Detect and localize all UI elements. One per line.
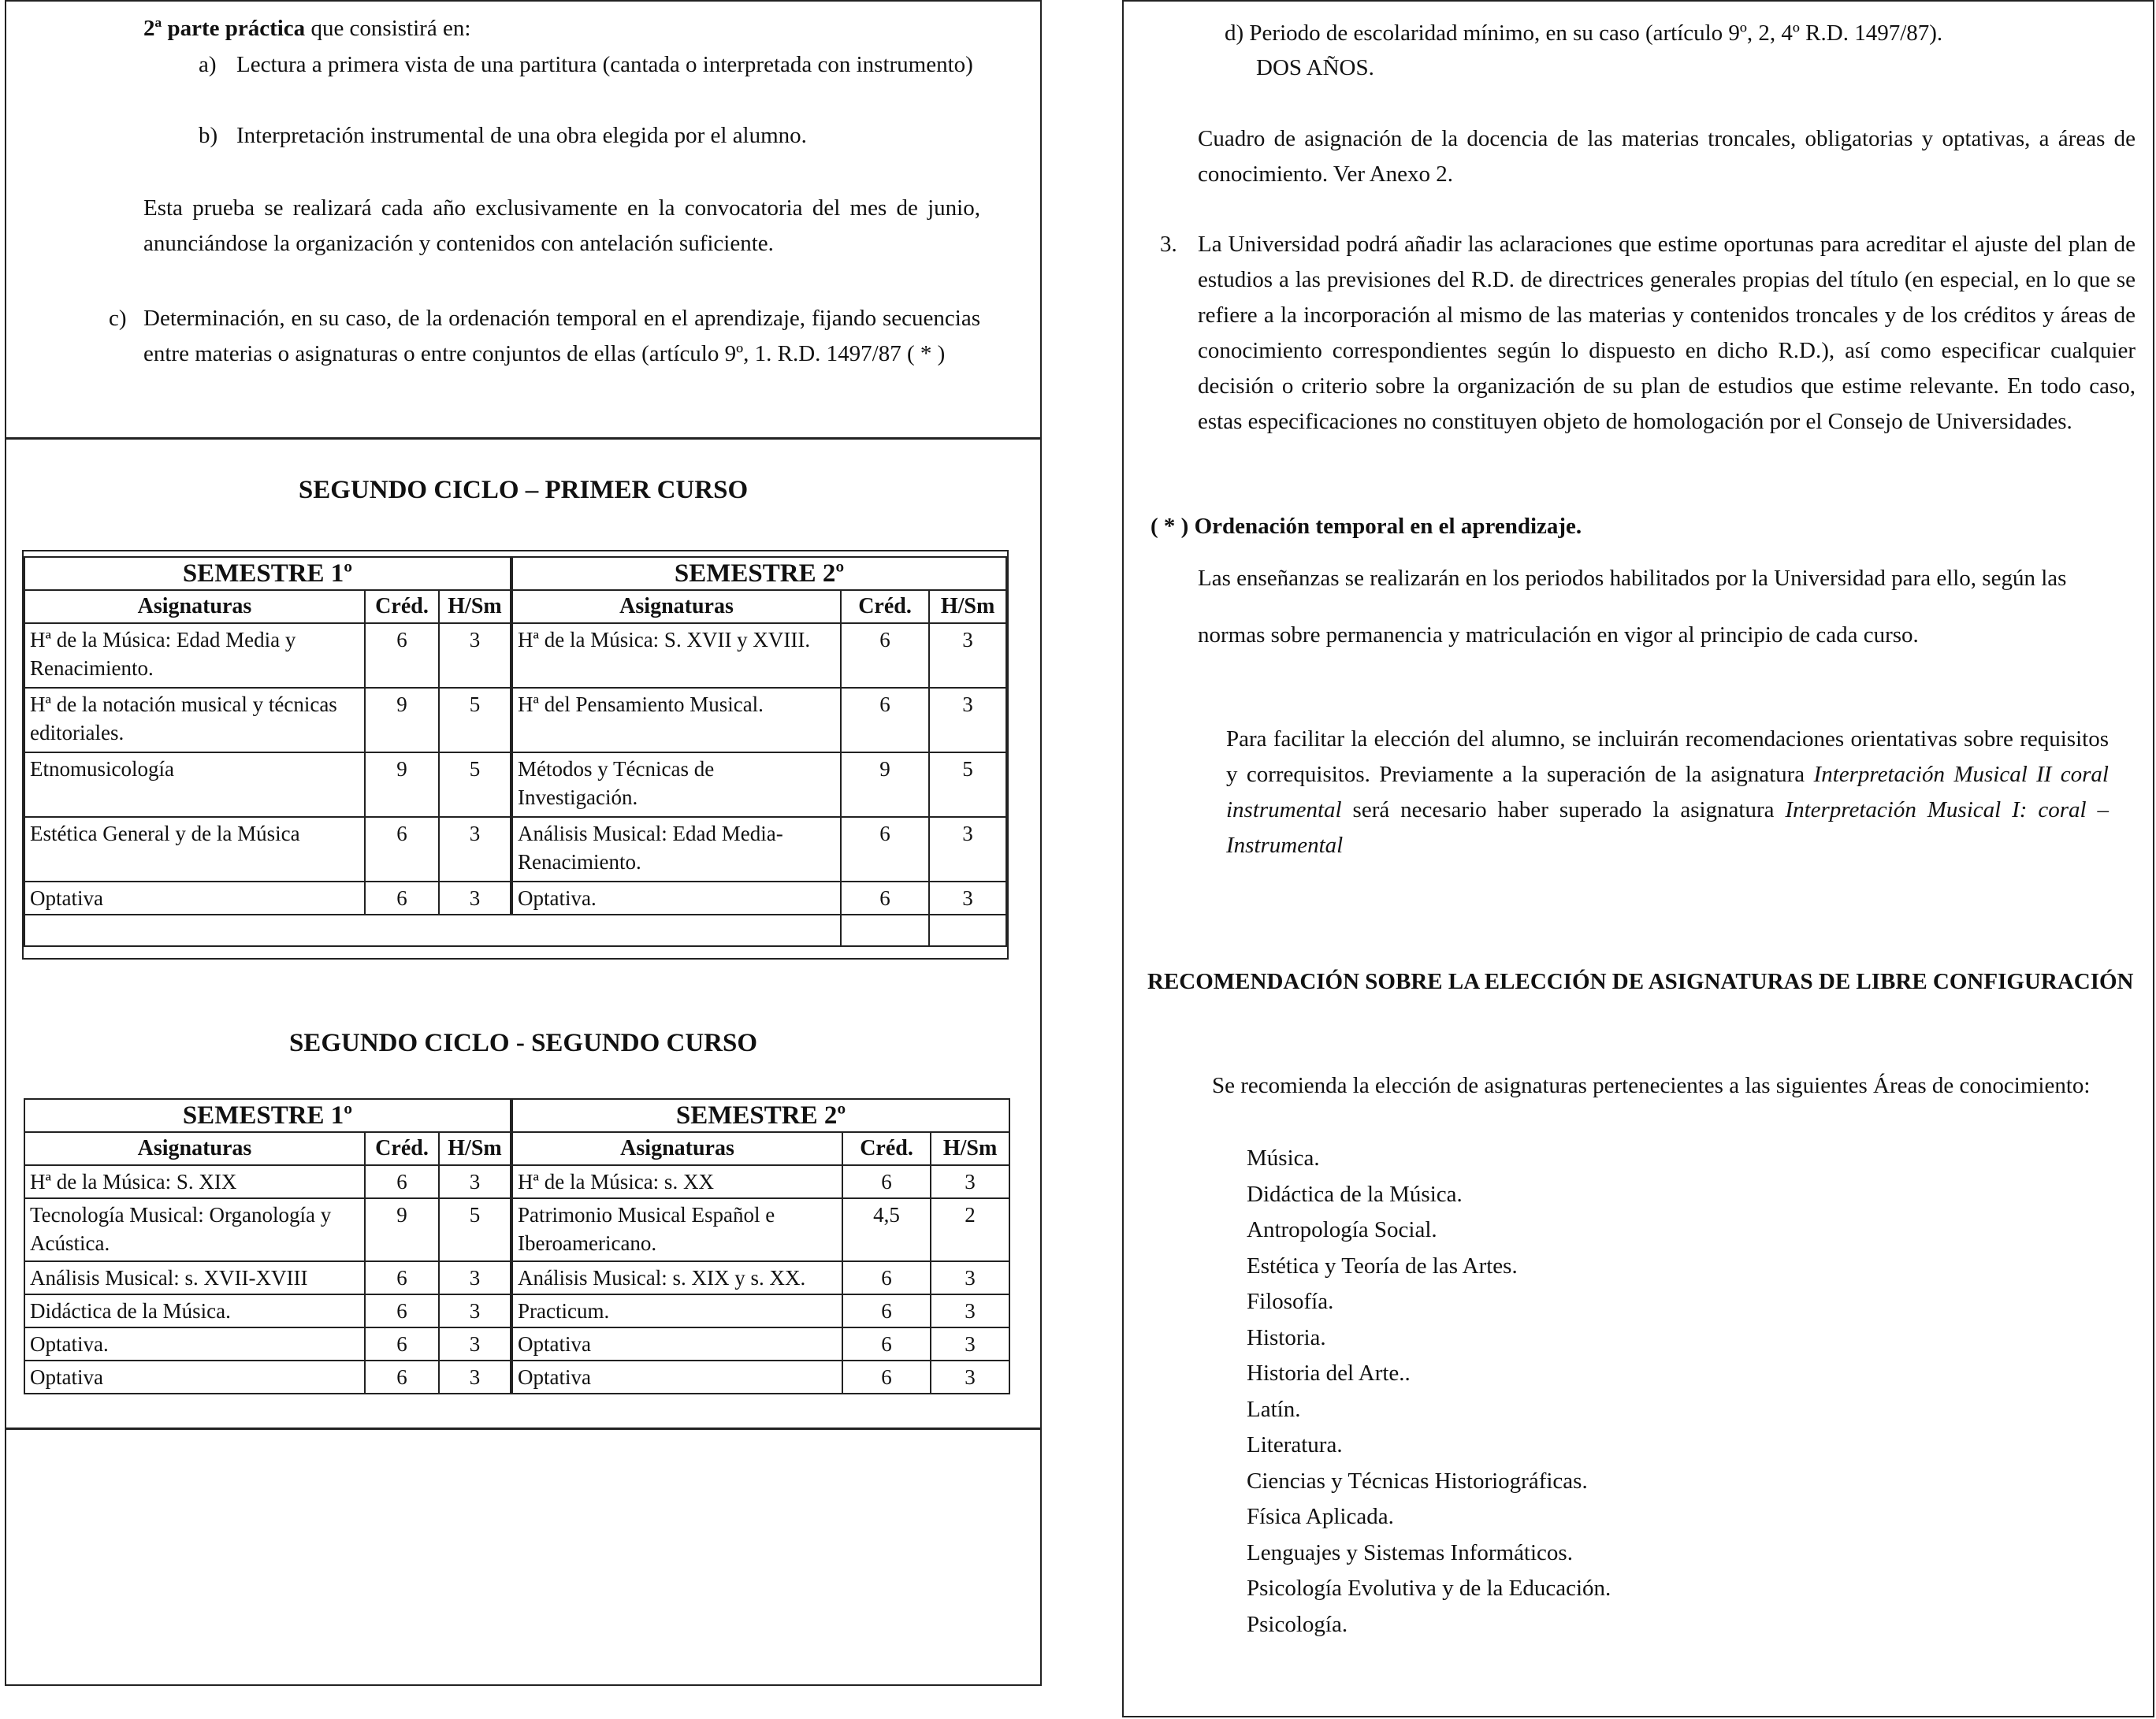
table-row bbox=[24, 1327, 1009, 1361]
table1-r4-cred1: 6 bbox=[365, 817, 439, 882]
table2-r2-subject2: Patrimonio Musical Español e Iberoamericano. bbox=[511, 1198, 842, 1261]
table2-title: SEGUNDO CICLO - SEGUNDO CURSO bbox=[288, 1029, 758, 1057]
table2-semester2: SEMESTRE 2º bbox=[511, 1099, 1009, 1132]
table2-r6-subject2: Optativa bbox=[511, 1361, 842, 1394]
practica-item-b-text: Interpretación instrumental de una obra elegida por el alumno. bbox=[236, 123, 807, 148]
item-c-text: Determinación, en su caso, de la ordenación temporal en el aprendizaje, fijando secuencias entre materias o asignaturas o entre conjuntos de ellas (artículo 9º, 1. R.D. 1497/87 ( * ) bbox=[143, 306, 980, 366]
table1-r3-hsm1: 5 bbox=[439, 752, 511, 817]
table2-r1-cred1: 6 bbox=[365, 1165, 439, 1198]
table2-r5-hsm1: 3 bbox=[439, 1327, 511, 1361]
table2-r3-hsm2: 3 bbox=[931, 1261, 1009, 1294]
item-3-marker: 3. bbox=[1160, 232, 1177, 257]
table2-r4-subject1: Didáctica de la Música. bbox=[24, 1294, 365, 1327]
table2-r1-subject1: Hª de la Música: S. XIX bbox=[24, 1165, 365, 1198]
list-item: Ciencias y Técnicas Historiográficas. bbox=[1247, 1468, 1588, 1494]
table1-r4-cred2: 6 bbox=[841, 817, 929, 882]
libre-configuracion-heading: RECOMENDACIÓN SOBRE LA ELECCIÓN DE ASIGNATURAS DE LIBRE CONFIGURACIÓN bbox=[1147, 969, 2134, 994]
practica-item-a-text: Lectura a primera vista de una partitura (cantada o interpretada con instrumento) bbox=[236, 52, 973, 77]
table2-r3-cred1: 6 bbox=[365, 1261, 439, 1294]
table1-r1-cred2: 6 bbox=[841, 623, 929, 688]
practica-item-b-marker: b) bbox=[199, 123, 218, 148]
prueba-paragraph: Esta prueba se realizará cada año exclusivamente en la convocatoria del mes de junio, anunciándose la organización y contenidos con antelación suficiente. bbox=[143, 195, 980, 256]
table1-col-cred: Créd. bbox=[365, 590, 439, 623]
list-item: Psicología Evolutiva y de la Educación. bbox=[1247, 1576, 1611, 1601]
table-row bbox=[24, 817, 1006, 882]
list-item: Física Aplicada. bbox=[1247, 1504, 1394, 1529]
item-d-text: d) Periodo de escolaridad mínimo, en su caso (artículo 9º, 2, 4º R.D. 1497/87). bbox=[1225, 20, 1943, 46]
table2-r5-subject2: Optativa bbox=[511, 1327, 842, 1361]
practica-item-a-marker: a) bbox=[199, 52, 217, 77]
table1-r3-subject2: Métodos y Técnicas de Investigación. bbox=[511, 752, 841, 817]
table2-col-hsm-2: H/Sm bbox=[931, 1132, 1009, 1165]
list-item: Historia del Arte.. bbox=[1247, 1361, 1411, 1386]
table1-r6-hsm2 bbox=[929, 915, 1006, 946]
table2-col-subject-2: Asignaturas bbox=[511, 1132, 842, 1165]
item-d-value: DOS AÑOS. bbox=[1256, 55, 1374, 80]
table1-col-subject-2: Asignaturas bbox=[511, 590, 841, 623]
table1-semester1: SEMESTRE 1º bbox=[24, 557, 511, 590]
table2-col-hsm: H/Sm bbox=[439, 1132, 511, 1165]
section-divider bbox=[6, 437, 1040, 440]
left-page bbox=[5, 0, 1042, 1686]
table1-r1-cred1: 6 bbox=[365, 623, 439, 688]
table2-col-subject: Asignaturas bbox=[24, 1132, 365, 1165]
recomendacion-paragraph: Para facilitar la elección del alumno, se incluirán recomendaciones orientativas sobre requisitos y correquisitos. Previamente a la superación de la asignatura Interpretación Musical II coral instrumental será necesario haber superado la asignatura Interpretación Musical I: coral – Instrumental bbox=[1226, 726, 2109, 858]
table1-r5-hsm1: 3 bbox=[439, 882, 511, 915]
table1-r1-hsm2: 3 bbox=[929, 623, 1006, 688]
list-item: Estética y Teoría de las Artes. bbox=[1247, 1253, 1518, 1279]
list-item: Literatura. bbox=[1247, 1432, 1343, 1457]
table1-r6-empty bbox=[24, 915, 841, 946]
table2-r3-cred2: 6 bbox=[842, 1261, 931, 1294]
table-row bbox=[24, 1294, 1009, 1327]
table1-r5-hsm2: 3 bbox=[929, 882, 1006, 915]
table2-col-cred: Créd. bbox=[365, 1132, 439, 1165]
table1-title: SEGUNDO CICLO – PRIMER CURSO bbox=[298, 476, 749, 504]
table2-r1-cred2: 6 bbox=[842, 1165, 931, 1198]
table-row bbox=[24, 1261, 1009, 1294]
table1-r3-cred2: 9 bbox=[841, 752, 929, 817]
table1-r1-subject1: Hª de la Música: Edad Media y Renacimiento. bbox=[24, 623, 365, 688]
list-item: Latín. bbox=[1247, 1396, 1301, 1422]
areas-intro: Se recomienda la elección de asignaturas pertenecientes a las siguientes Áreas de conocimiento: bbox=[1212, 1073, 2091, 1098]
table2-r4-cred2: 6 bbox=[842, 1294, 931, 1327]
table1-r4-hsm2: 3 bbox=[929, 817, 1006, 882]
table1-r2-hsm1: 5 bbox=[439, 688, 511, 752]
ordenacion-heading: ( * ) Ordenación temporal en el aprendizaje. bbox=[1150, 514, 1582, 539]
table1-r5-subject2: Optativa. bbox=[511, 882, 841, 915]
table2-r4-hsm2: 3 bbox=[931, 1294, 1009, 1327]
list-item: Psicología. bbox=[1247, 1611, 1348, 1637]
table-row bbox=[24, 1165, 1009, 1198]
table1-r2-cred1: 9 bbox=[365, 688, 439, 752]
table1-col-hsm-2: H/Sm bbox=[929, 590, 1006, 623]
table1-r3-subject1: Etnomusicología bbox=[24, 752, 365, 817]
table-row bbox=[24, 1198, 1009, 1261]
table1-col-hsm: H/Sm bbox=[439, 590, 511, 623]
table2 bbox=[24, 1098, 1010, 1394]
table2-r5-subject1: Optativa. bbox=[24, 1327, 365, 1361]
table1-r4-subject1: Estética General y de la Música bbox=[24, 817, 365, 882]
table1-semester2: SEMESTRE 2º bbox=[511, 557, 1006, 590]
table2-r2-hsm2: 2 bbox=[931, 1198, 1009, 1261]
table1-r4-subject2: Análisis Musical: Edad Media-Renacimiento. bbox=[511, 817, 841, 882]
table1 bbox=[24, 556, 1007, 947]
ordenacion-line-1: Las enseñanzas se realizarán en los periodos habilitados por la Universidad para ello, según las bbox=[1198, 566, 2067, 591]
list-item: Lenguajes y Sistemas Informáticos. bbox=[1247, 1539, 1573, 1565]
table2-r5-cred2: 6 bbox=[842, 1327, 931, 1361]
table1-r2-subject2: Hª del Pensamiento Musical. bbox=[511, 688, 841, 752]
table1-r5-subject1: Optativa bbox=[24, 882, 365, 915]
table2-r3-hsm1: 3 bbox=[439, 1261, 511, 1294]
table1-r6-cred2 bbox=[841, 915, 929, 946]
table2-r1-subject2: Hª de la Música: s. XX bbox=[511, 1165, 842, 1198]
table2-r6-cred2: 6 bbox=[842, 1361, 931, 1394]
table2-r5-hsm2: 3 bbox=[931, 1327, 1009, 1361]
table2-r1-hsm2: 3 bbox=[931, 1165, 1009, 1198]
table2-col-cred-2: Créd. bbox=[842, 1132, 931, 1165]
table2-r6-hsm2: 3 bbox=[931, 1361, 1009, 1394]
item-3-paragraph: La Universidad podrá añadir las aclaraciones que estime oportunas para acreditar el ajuste del plan de estudios a las previsiones del R.D. de directrices generales propias del título (en especial, en lo que se refiere a la incorporación al mismo de las materias y contenidos troncales y de los créditos y áreas de conocimiento correspondientes según lo dispuesto en dicho R.D.), así como especificar cualquier decisión o criterio sobre la organización de su plan de estudios que estime relevante. En todo caso, estas especificaciones no constituyen objeto de homologación por el Consejo de Universidades. bbox=[1198, 232, 2136, 434]
table2-r4-subject2: Practicum. bbox=[511, 1294, 842, 1327]
table-row bbox=[24, 915, 1006, 946]
list-item: Antropología Social. bbox=[1247, 1217, 1437, 1242]
table2-r3-subject1: Análisis Musical: s. XVII-XVIII bbox=[24, 1261, 365, 1294]
item-c-marker: c) bbox=[109, 306, 127, 331]
table2-r2-subject1: Tecnología Musical: Organología y Acústica. bbox=[24, 1198, 365, 1261]
practica-heading: 2ª parte práctica que consistirá en: bbox=[143, 16, 471, 41]
table1-r2-cred2: 6 bbox=[841, 688, 929, 752]
table2-r5-cred1: 6 bbox=[365, 1327, 439, 1361]
table2-r4-cred1: 6 bbox=[365, 1294, 439, 1327]
table1-r4-hsm1: 3 bbox=[439, 817, 511, 882]
table2-r2-cred2: 4,5 bbox=[842, 1198, 931, 1261]
table2-r1-hsm1: 3 bbox=[439, 1165, 511, 1198]
table2-r6-cred1: 6 bbox=[365, 1361, 439, 1394]
list-item: Historia. bbox=[1247, 1324, 1326, 1350]
table1-r5-cred2: 6 bbox=[841, 882, 929, 915]
table2-r3-subject2: Análisis Musical: s. XIX y s. XX. bbox=[511, 1261, 842, 1294]
table2-r2-hsm1: 5 bbox=[439, 1198, 511, 1261]
table1-r2-hsm2: 3 bbox=[929, 688, 1006, 752]
bottom-divider bbox=[6, 1428, 1040, 1430]
table2-r4-hsm1: 3 bbox=[439, 1294, 511, 1327]
table1-r1-hsm1: 3 bbox=[439, 623, 511, 688]
table-row bbox=[24, 1361, 1009, 1394]
table1-r3-hsm2: 5 bbox=[929, 752, 1006, 817]
table-row bbox=[24, 752, 1006, 817]
list-item: Didáctica de la Música. bbox=[1247, 1181, 1463, 1207]
table1-col-cred-2: Créd. bbox=[841, 590, 929, 623]
table2-semester1: SEMESTRE 1º bbox=[24, 1099, 511, 1132]
ordenacion-line-2: normas sobre permanencia y matriculación en vigor al principio de cada curso. bbox=[1198, 622, 1919, 648]
table2-r6-subject1: Optativa bbox=[24, 1361, 365, 1394]
table-row bbox=[24, 882, 1006, 915]
table1-r3-cred1: 9 bbox=[365, 752, 439, 817]
table1-r2-subject1: Hª de la notación musical y técnicas editoriales. bbox=[24, 688, 365, 752]
table-row bbox=[24, 623, 1006, 688]
table2-r6-hsm1: 3 bbox=[439, 1361, 511, 1394]
right-page bbox=[1122, 0, 2154, 1717]
table-row bbox=[24, 688, 1006, 752]
table2-r2-cred1: 9 bbox=[365, 1198, 439, 1261]
list-item: Filosofía. bbox=[1247, 1289, 1334, 1314]
areas-list bbox=[1247, 1141, 1611, 1643]
cuadro-paragraph: Cuadro de asignación de la docencia de las materias troncales, obligatorias y optativas, a áreas de conocimiento. Ver Anexo 2. bbox=[1198, 126, 2136, 187]
list-item: Música. bbox=[1247, 1145, 1320, 1171]
table1-r5-cred1: 6 bbox=[365, 882, 439, 915]
table1-r1-subject2: Hª de la Música: S. XVII y XVIII. bbox=[511, 623, 841, 688]
table1-col-subject: Asignaturas bbox=[24, 590, 365, 623]
